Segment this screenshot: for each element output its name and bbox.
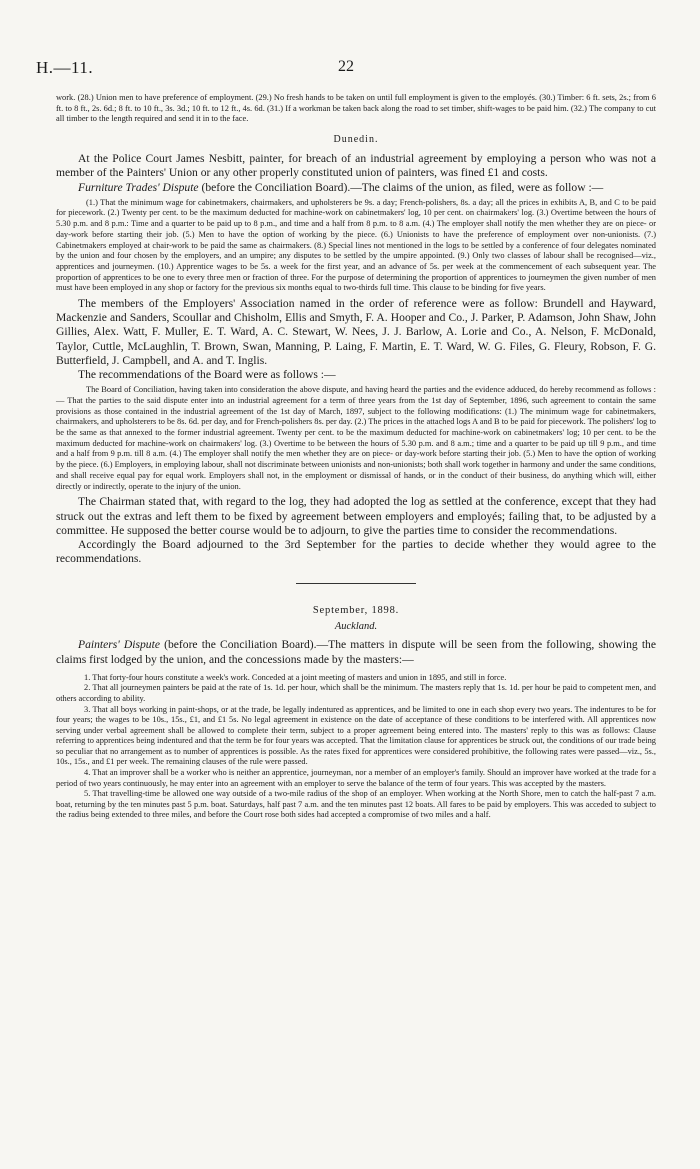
page-number: 22 bbox=[338, 58, 354, 75]
section-divider bbox=[296, 583, 416, 584]
list-item: 3. That all boys working in paint-shops, or at the trade, be legally indentured as apprentices, and be limited to one in each shop every two years. The indentures to be for four years; the wages to be 10s., 15s., £1, and £1 5s. No legal agreement in existence on the date of acceptance of these conditions to be interfered with. All apprentices now serving under verbal agreement shall be allowed to complete their term, subject to a proper agreement being entered into. The masters' reply to this was as follows: Clause referring to apprentices being indentured and that the term be for four years was accepted. That the limitation clause for apprentices be struck out, the conditions of our trade being so peculiar that no arrangement as to number of apprentices is possible. As the rates fixed for apprentices were considered prohibitive, the following rates were passed—viz., 5s., 10s., 15s., and £1 per week. The remaining clauses of the rule were passed. bbox=[56, 704, 656, 767]
continued-paragraph: work. (28.) Union men to have preference of employment. (29.) No fresh hands to be taken on until full employment is given to the employés. (30.) Timber: 6 ft. sets, 2s.; from 6 ft. to 8 ft., 2s. 6d.; 8 ft. to 10 ft., 3s. 3d.; 10 ft. to 12 ft., 4s. 6d. (31.) If a workman be taken back along the road to set timber, shift-wages to be paid him. (32.) The company to cut all timber to the length required and send it in to the face. bbox=[56, 93, 656, 124]
furniture-dispute-paragraph bbox=[56, 181, 656, 195]
list-item: 5. That travelling-time be allowed one way outside of a two-mile radius of the shop of an employer. When working at the North Shore, men to catch the half-past 7 a.m. boat, returning by the ten minutes past 5 p.m. boat. Saturdays, half past 7 a.m. and the ten minutes past 12 boats. All fares to be paid by employers. This was acceded to subject to the radius being extended to three miles, and before the Court rose both sides had accepted a compromise of two miles and a half. bbox=[56, 789, 656, 820]
page-body bbox=[56, 93, 656, 821]
board-recommendation-paragraph: The Board of Conciliation, having taken into consideration the above dispute, and having heard the parties and the evidence adduced, do hereby recommend as follows :— That the parties to the said dispute enter into an industrial agreement for a term of three years from the 1st day of September, 1896, such agreement to contain the same provisions as those contained in the industrial agreement of the 1st day of March, 1897, subject to the following modifications: (1.) The minimum wage for cabinetmakers, chairmakers, and upholsterers to be 8s. 6d. per day, and for French-polishers 8s. per day. (2.) The prices in the attached logs A and B to be paid for piecework. The polishers' log to be the same as that annexed to the former industrial agreement. Twenty per cent. to be the maximum deducted for machine-work on cabinetmakers' log; 10 per cent. to be the maximum deducted for machine-work on chairmakers' log. (3.) Overtime to be between the hours of 5.30 p.m. and 8 a.m.; time and a quarter to be paid up till 9 p.m., and time and a half from 9 p.m. till 8 a.m. (4.) The employer shall notify the men whether they are on piece- or day-work before starting their job. (5.) Men to have the option of working by the piece. (6.) Employers, in employing labour, shall not discriminate between unionists and non-unionists; both shall work together in harmony and under the same conditions, and shall receive equal pay for equal work. Employers shall not, in the employment or dismissal of hands, or in the conduct of their business, do anything which will, either directly or indirectly, operate to the injury of the union. bbox=[56, 385, 656, 491]
adjourned-paragraph: Accordingly the Board adjourned to the 3rd September for the parties to decide whether they would agree to the recommendations. bbox=[56, 537, 656, 566]
subheading-auckland: Auckland. bbox=[334, 621, 378, 633]
list-item: 2. That all journeymen painters be paid at the rate of 1s. 1d. per hour, which shall be the minimum. The masters reply that 1s. 1d. per hour be paid to competent men, and others according to ability. bbox=[56, 683, 656, 703]
page-header bbox=[36, 58, 656, 78]
painters-dispute-text: (before the Conciliation Board).—The matters in dispute will be seen from the following, showing the claims first lodged by the union, and the concessions made by the masters:— bbox=[56, 638, 656, 666]
section-heading-dunedin: Dunedin. bbox=[333, 134, 379, 146]
furniture-dispute-text: (before the Conciliation Board).—The claims of the union, as filed, were as follow :— bbox=[198, 180, 604, 194]
union-claims-paragraph: (1.) That the minimum wage for cabinetmakers, chairmakers, and upholsterers be 9s. a day; French-polishers, 8s. a day; all the prices in exhibits A, B, and C to be paid for piecework. (2.) Twenty per cent. to be the maximum deducted for machine-work on cabinetmakers' log, 10 per cent. on chairmakers' log. (3.) Overtime between the hours of 5.30 p.m. and 8 p.m.: Time and a quarter to be paid up to 8 p.m., and time and a half from 8 p.m. to 8 a.m. (4.) The employer shall notify the men whether they are on piece- or day-work before starting their job. (5.) Men to have the option of working by the piece. (6.) Unionists to have the preference of employment over non-unionists. (7.) Cabinetmakers employed at chair-work to be paid the same as chairmakers. (8.) Special lines not mentioned in the logs to be settled by a conference of four delegates nominated by the union and four chosen by the employers, and an umpire; any disputes to be settled by the umpire appointed. (9.) Only two classes of labour shall be recognised—viz., apprentices and journeymen. (10.) Apprentice wages to be 5s. a week for the first year, and an advance of 5s. per week at the commencement of each subsequent year. The proportion of apprentices to be one to every three men or fraction of three. For the purpose of determining the proportion of apprentices to journeymen the given number of men must have been employed in any shop or factory for the previous six months equal to two-thirds full time. This clause to be binding for five years. bbox=[56, 197, 656, 293]
chairman-paragraph: The Chairman stated that, with regard to the log, they had adopted the log as settled at the conference, except that they had struck out the extras and left them to be fixed by agreement between employers and employés; failing that, to be adjusted by a committee. He supposed the better course would be to adjourn, to give the parties time to consider the recommendations. bbox=[56, 495, 656, 537]
list-item: 4. That an improver shall be a worker who is neither an apprentice, journeyman, nor a member of an employer's family. Should an improver have worked at the trade for a period of two years continuously, he may enter into an agreement with an employer to serve the balance of the term of four years. This was accepted by the masters. bbox=[56, 768, 656, 788]
list-item: 1. That forty-four hours constitute a week's work. Conceded at a joint meeting of masters and union in 1895, and still in force. bbox=[84, 672, 507, 682]
furniture-dispute-title: Furniture Trades' Dispute bbox=[78, 180, 199, 194]
section-heading-september: September, 1898. bbox=[312, 605, 400, 617]
police-court-paragraph: At the Police Court James Nesbitt, painter, for breach of an industrial agreement by employing a person who was not a member of the Painters' Union or any other properly constituted union of painters, was fined £1 and costs. bbox=[56, 152, 656, 180]
painters-dispute-paragraph bbox=[56, 638, 656, 666]
employers-members-paragraph: The members of the Employers' Association named in the order of reference were as follow: Brundell and Hayward, Mackenzie and Sanders, Scoullar and Chisholm, Ellis and Smyth, F. A. Hooper and Co., J. Parker, P. Adamson, John Shaw, John Gillies, Alex. Watt, F. Muller, E. T. Ward, A. C. Stewart, W. Nees, J. J. Barlow, A. Lorie and Co., A. Nelson, F. McDonald, Taylor, Cuttle, McLaughlin, T. Brown, Swan, Manning, P. Laing, F. Martin, E. T. Ward, W. G. Files, G. Fleury, Robson, F. G. Butterfield, J. Campbell, and A. and T. Inglis. bbox=[56, 297, 656, 367]
report-code: H.—11. bbox=[36, 58, 94, 77]
painters-dispute-title: Painters' Dispute bbox=[78, 638, 160, 652]
recommendations-intro: The recommendations of the Board were as follows :— bbox=[78, 368, 336, 382]
